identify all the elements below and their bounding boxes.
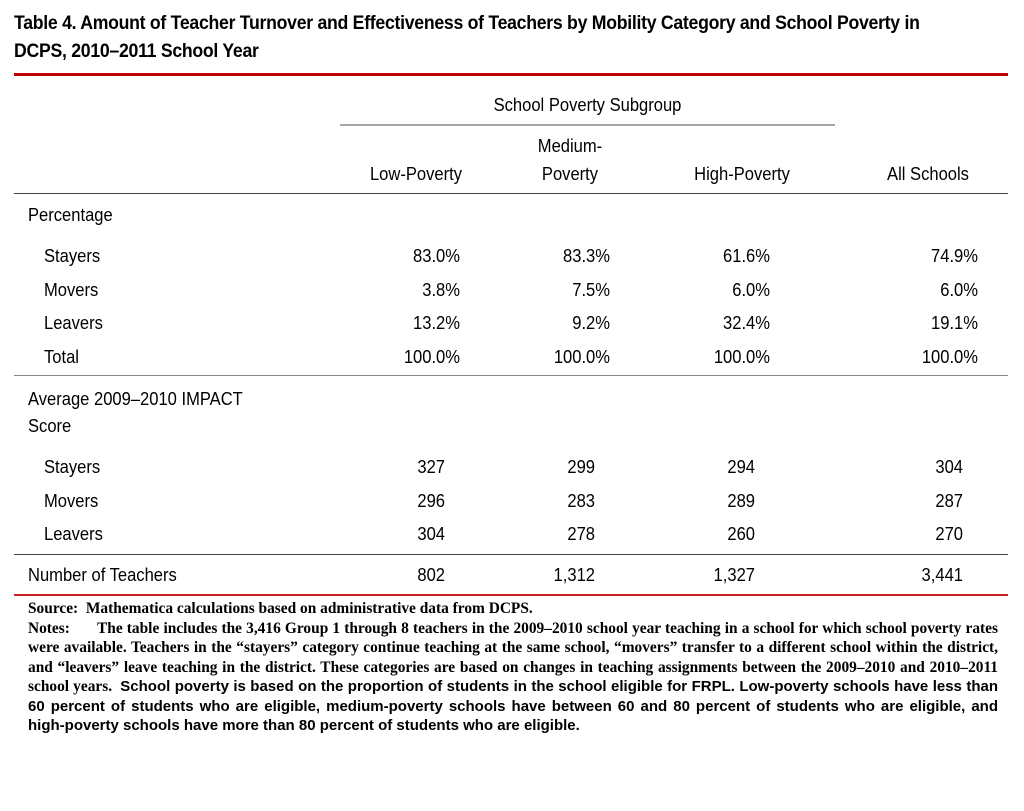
cell-value: 3.8% <box>422 280 460 300</box>
notes-body <box>28 619 998 736</box>
cell-value: 61.6% <box>723 246 770 266</box>
cell-value: 283 <box>567 491 595 511</box>
cell-value: 327 <box>417 457 445 477</box>
col-header-medium-poverty-line2: Poverty <box>541 164 599 184</box>
section-divider-rule <box>14 375 1008 376</box>
section-label-percentage: Percentage <box>28 205 113 225</box>
cell-value: 9.2% <box>572 313 610 333</box>
row-label: Total <box>44 347 79 367</box>
col-header-all-schools: All Schools <box>887 164 969 184</box>
row-label: Stayers <box>44 246 101 266</box>
table-notes <box>28 599 998 736</box>
cell-value: 74.9% <box>931 246 978 266</box>
row-label: Stayers <box>44 457 101 477</box>
cell-value: 260 <box>727 524 755 544</box>
cell-value: 13.2% <box>413 313 460 333</box>
cell-value: 32.4% <box>723 313 770 333</box>
row-label: Movers <box>44 280 99 300</box>
cell-value: 289 <box>727 491 755 511</box>
cell-value: 6.0% <box>732 280 770 300</box>
col-header-low-poverty: Low-Poverty <box>369 164 463 184</box>
row-label: Number of Teachers <box>28 565 177 585</box>
group-header: School Poverty Subgroup <box>493 95 682 115</box>
cell-value: 304 <box>935 457 963 477</box>
group-header-rule <box>340 124 835 126</box>
source-text: Mathematica calculations based on administrative data from DCPS. <box>85 600 533 617</box>
col-header-high-poverty: High-Poverty <box>694 164 790 184</box>
footer-top-rule <box>14 554 1008 555</box>
cell-value: 294 <box>727 457 755 477</box>
row-label: Leavers <box>44 524 103 544</box>
cell-value: 287 <box>935 491 963 511</box>
cell-value: 6.0% <box>940 280 978 300</box>
cell-value: 83.0% <box>413 246 460 266</box>
row-label: Leavers <box>44 313 103 333</box>
notes-text-sans: School poverty is based on the proportion of students in the school eligible for FRPL. Low-poverty schools have less than 60 percent of students who are eligible, medium-poverty schools have between 60 and 80 percent of students who are eligible, and high-poverty schools have more than 80 percent of students who are eligible. <box>28 678 998 734</box>
cell-value: 299 <box>567 457 595 477</box>
cell-value: 802 <box>417 565 445 585</box>
source-note <box>28 599 998 619</box>
section-label-impact-line2: Score <box>28 416 72 436</box>
cell-value: 100.0% <box>403 347 460 367</box>
cell-value: 7.5% <box>572 280 610 300</box>
row-label: Movers <box>44 491 99 511</box>
col-header-medium-poverty-line1: Medium- <box>537 136 603 156</box>
cell-value: 100.0% <box>713 347 770 367</box>
cell-value: 83.3% <box>563 246 610 266</box>
title-rule <box>14 73 1008 76</box>
cell-value: 304 <box>417 524 445 544</box>
cell-value: 296 <box>417 491 445 511</box>
table-title: Table 4. Amount of Teacher Turnover and Effectiveness of Teachers by Mobility Category and School Poverty in DCPS, 2010–2011 School Year <box>14 13 920 62</box>
cell-value: 19.1% <box>931 313 978 333</box>
cell-value: 278 <box>567 524 595 544</box>
cell-value: 270 <box>935 524 963 544</box>
table-bottom-rule <box>14 594 1008 596</box>
cell-value: 1,327 <box>713 565 755 585</box>
notes-text-serif: The table includes the 3,416 Group 1 through 8 teachers in the 2009–2010 school year teaching in a school for which school poverty rates were available. Teachers in the “stayers” category continue teaching at the same school, “movers” transfer to a different school within the district, and “leavers” leave teaching in the district. These categories are based on changes in teaching assignments between the 2009–2010 and 2010–2011 school years. <box>28 619 998 695</box>
section-label-impact-line1: Average 2009–2010 IMPACT <box>28 389 243 409</box>
cell-value: 3,441 <box>921 565 963 585</box>
cell-value: 1,312 <box>553 565 595 585</box>
cell-value: 100.0% <box>553 347 610 367</box>
cell-value: 100.0% <box>921 347 978 367</box>
header-bottom-rule <box>14 193 1008 194</box>
notes-label: Notes: <box>28 619 70 637</box>
source-label: Source: <box>28 600 79 617</box>
